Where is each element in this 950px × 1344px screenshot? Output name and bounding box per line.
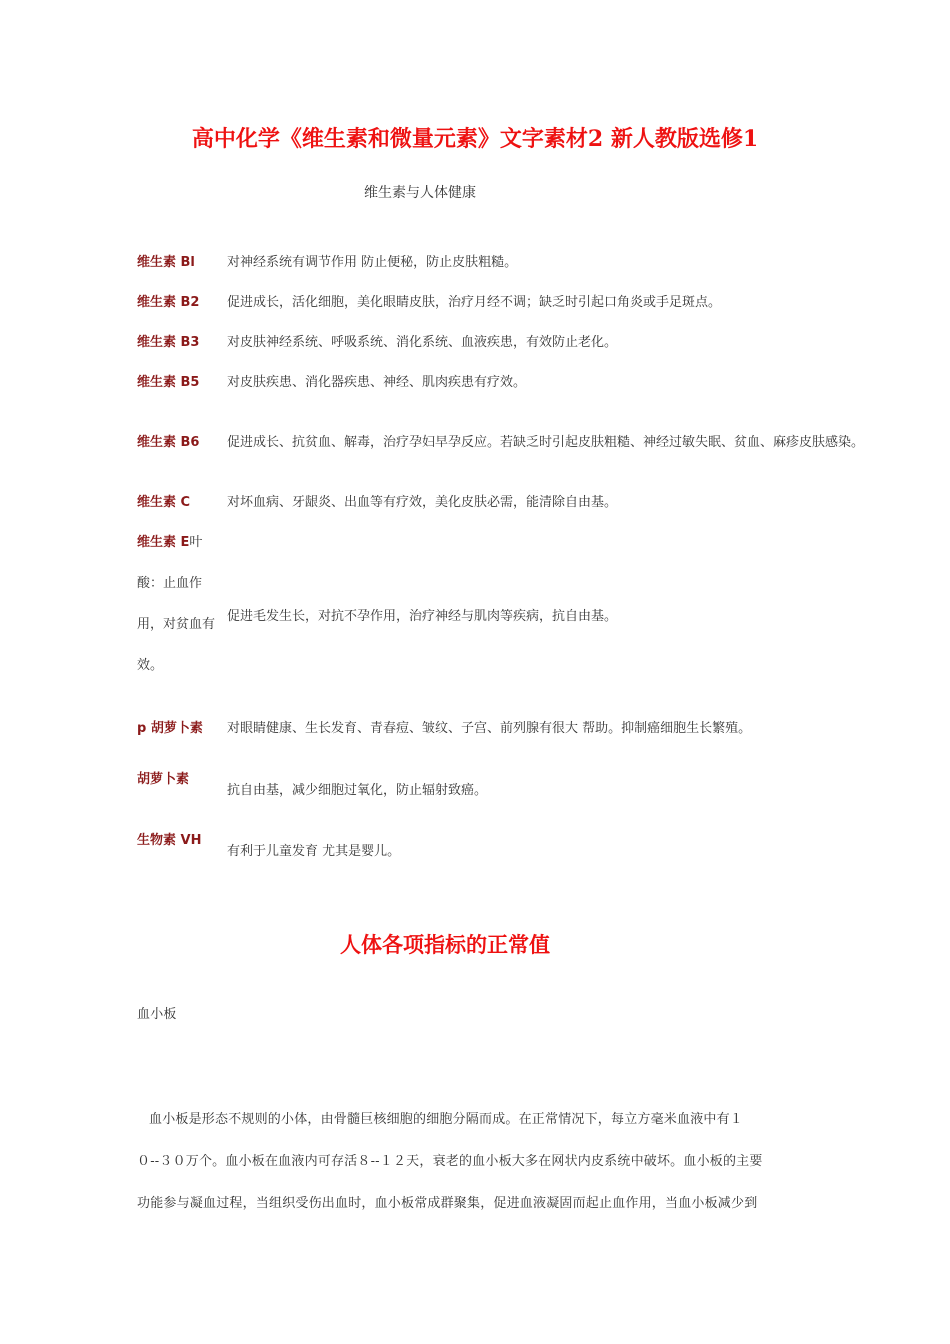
vitamin-name: 维生素 B3 bbox=[137, 335, 200, 350]
vitamin-desc: 对皮肤疾患、消化器疾患、神经、肌肉疾患有疗效。 bbox=[227, 375, 527, 390]
vitamin-name: 维生素 B5 bbox=[137, 375, 200, 390]
folate-line: 酸：止血作 bbox=[137, 576, 203, 591]
vitamin-desc: 对神经系统有调节作用 防止便秘，防止皮肤粗糙。 bbox=[227, 255, 518, 270]
vitamin-e-suffix: 叶 bbox=[189, 535, 203, 550]
vitamin-name: 维生素 B6 bbox=[137, 435, 200, 450]
paragraph-line: 功能参与凝血过程，当组织受伤出血时，血小板常成群聚集，促进血液凝固而起止血作用，当血小板减少到 bbox=[137, 1196, 758, 1211]
paragraph-line: ０--３０万个。血小板在血液内可存活８--１２天，衰老的血小板大多在网状内皮系统中破坏。血小板的主要 bbox=[137, 1154, 763, 1169]
vitamin-desc: 抗自由基，减少细胞过氧化，防止辐射致癌。 bbox=[227, 783, 488, 798]
vitamin-desc: 促进成长，活化细胞，美化眼睛皮肤，治疗月经不调；缺乏时引起口角炎或手足斑点。 bbox=[227, 295, 722, 310]
document-title: 高中化学《维生素和微量元素》文字素材2 新人教版选修1 bbox=[191, 126, 759, 152]
section-subheading: 血小板 bbox=[137, 1007, 177, 1022]
vitamin-desc: 对坏血病、牙龈炎、出血等有疗效，美化皮肤必需，能清除自由基。 bbox=[227, 495, 618, 510]
folate-line: 效。 bbox=[137, 658, 164, 673]
vitamin-desc: 促进毛发生长，对抗不孕作用，治疗神经与肌肉等疾病，抗自由基。 bbox=[227, 609, 618, 624]
vitamin-name: 维生素 Bl bbox=[137, 255, 195, 270]
vitamin-name: p 胡萝卜素 bbox=[137, 721, 203, 736]
vitamin-e-label: 维生素 E bbox=[137, 535, 190, 550]
paragraph-line: 血小板是形态不规则的小体，由骨髓巨核细胞的细胞分隔而成。在正常情况下，每立方毫米血液中有１ bbox=[149, 1112, 744, 1127]
vitamin-e-name bbox=[137, 531, 202, 550]
vitamin-name: 生物素 VH bbox=[137, 833, 202, 848]
vitamin-desc: 有利于儿童发育 尤其是婴儿。 bbox=[227, 844, 401, 859]
vitamin-name: 胡萝卜素 bbox=[137, 772, 190, 787]
vitamin-desc: 对皮肤神经系统、呼吸系统、消化系统、血液疾患，有效防止老化。 bbox=[227, 335, 618, 350]
vitamin-name: 维生素 B2 bbox=[137, 295, 200, 310]
section-title: 人体各项指标的正常值 bbox=[340, 932, 550, 957]
vitamin-name: 维生素 C bbox=[137, 495, 191, 510]
vitamin-desc: 对眼睛健康、生长发育、青春痘、皱纹、子宫、前列腺有很大 帮助。抑制癌细胞生长繁殖。 bbox=[227, 721, 752, 736]
folate-line: 用，对贫血有 bbox=[137, 617, 216, 632]
subtitle: 维生素与人体健康 bbox=[364, 185, 476, 201]
vitamin-desc: 促进成长、抗贫血、解毒，治疗孕妇早孕反应。若缺乏时引起皮肤粗糙、神经过敏失眠、贫血、麻疹皮肤感染。 bbox=[227, 435, 865, 450]
